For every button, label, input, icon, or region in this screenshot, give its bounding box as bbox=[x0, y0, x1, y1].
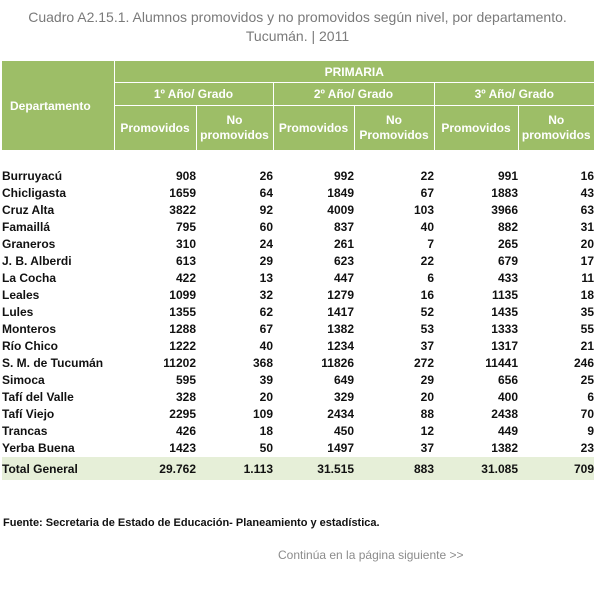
total-row bbox=[2, 457, 594, 481]
table-cell: 1135 bbox=[491, 287, 518, 302]
table-row bbox=[2, 286, 594, 303]
table-cell: 12 bbox=[420, 423, 434, 438]
table-cell: 1279 bbox=[327, 287, 354, 302]
table-cell: 1417 bbox=[327, 304, 354, 319]
table-cell: 329 bbox=[333, 389, 354, 404]
table-cell: 882 bbox=[497, 219, 518, 234]
table-cell: 1435 bbox=[491, 304, 518, 319]
table-cell: 1382 bbox=[327, 321, 354, 336]
table-row bbox=[2, 439, 594, 457]
table-cell: 37 bbox=[420, 338, 434, 353]
table-cell: 246 bbox=[574, 355, 595, 370]
table-cell: 991 bbox=[497, 168, 518, 183]
table-cell: 92 bbox=[259, 202, 273, 217]
column-header-promovidos: Promovidos bbox=[434, 106, 518, 151]
table-row bbox=[2, 201, 594, 218]
row-label: Tafí del Valle bbox=[2, 389, 74, 404]
table-cell: 328 bbox=[175, 389, 196, 404]
table-cell: 13 bbox=[259, 270, 273, 285]
table-cell: 1222 bbox=[169, 338, 196, 353]
table-cell: 310 bbox=[175, 236, 196, 251]
table-cell: 11441 bbox=[485, 355, 518, 370]
table-cell: 31.515 bbox=[273, 457, 354, 481]
table-cell: 1099 bbox=[169, 287, 196, 302]
row-label: Cruz Alta bbox=[2, 202, 55, 217]
table-cell: 368 bbox=[252, 355, 273, 370]
table-cell: 7 bbox=[427, 236, 434, 251]
row-label: Yerba Buena bbox=[2, 440, 75, 455]
table-cell: 21 bbox=[580, 338, 595, 353]
table-cell: 43 bbox=[580, 185, 595, 200]
table-cell: 4009 bbox=[327, 202, 354, 217]
source-note: Fuente: Secretaria de Estado de Educación- Planeamiento y estadística. bbox=[3, 517, 380, 529]
column-header-promovidos: Promovidos bbox=[273, 106, 354, 151]
table-cell: 449 bbox=[497, 423, 518, 438]
table-row bbox=[2, 269, 594, 286]
table-cell: 261 bbox=[333, 236, 354, 251]
table-cell: 32 bbox=[259, 287, 273, 302]
table-cell: 29 bbox=[420, 372, 434, 387]
table-cell: 23 bbox=[580, 440, 595, 455]
table-cell: 25 bbox=[580, 372, 595, 387]
table-row bbox=[2, 184, 594, 201]
table-cell: 433 bbox=[497, 270, 518, 285]
table-cell: 88 bbox=[420, 406, 434, 421]
table-cell: 992 bbox=[333, 168, 354, 183]
column-header-no-promovidos: No promovidos bbox=[196, 106, 273, 151]
table-cell: 18 bbox=[259, 423, 273, 438]
table-cell: 64 bbox=[259, 185, 273, 200]
table-title bbox=[0, 8, 595, 46]
table-cell: 3966 bbox=[491, 202, 518, 217]
table-cell: 1423 bbox=[169, 440, 196, 455]
table-cell: 6 bbox=[587, 389, 595, 404]
table-cell: 29 bbox=[259, 253, 273, 268]
table-cell: 22 bbox=[420, 168, 434, 183]
table-row bbox=[2, 235, 594, 252]
column-group-1-grado: 1º Año/ Grado bbox=[114, 83, 273, 106]
table-cell: 1.113 bbox=[196, 457, 273, 481]
table-cell: 16 bbox=[420, 287, 434, 302]
table-cell: 31.085 bbox=[434, 457, 518, 481]
row-label: Leales bbox=[2, 287, 40, 302]
column-header-promovidos: Promovidos bbox=[114, 106, 196, 151]
table-cell: 908 bbox=[175, 168, 196, 183]
table-cell: 883 bbox=[354, 457, 434, 481]
table-cell: 11826 bbox=[321, 355, 354, 370]
table-cell: 623 bbox=[333, 253, 354, 268]
table-row bbox=[2, 303, 594, 320]
table-row bbox=[2, 405, 594, 422]
table-cell: 29.762 bbox=[114, 457, 196, 481]
table-row bbox=[2, 252, 594, 269]
table-cell: 1355 bbox=[169, 304, 196, 319]
table-cell: 62 bbox=[259, 304, 273, 319]
table-cell: 709 bbox=[518, 457, 594, 481]
data-table bbox=[2, 61, 594, 480]
table-cell: 2434 bbox=[327, 406, 354, 421]
table-cell: 24 bbox=[259, 236, 273, 251]
row-label: Trancas bbox=[2, 423, 48, 438]
column-header-primaria: PRIMARIA bbox=[114, 61, 594, 83]
row-label: Monteros bbox=[2, 321, 56, 336]
table-row bbox=[2, 167, 594, 184]
table-cell: 426 bbox=[175, 423, 196, 438]
table-cell: 55 bbox=[580, 321, 595, 336]
table-cell: 40 bbox=[420, 219, 434, 234]
table-cell: 22 bbox=[420, 253, 434, 268]
table-cell: 9 bbox=[587, 423, 595, 438]
table-cell: 1659 bbox=[169, 185, 196, 200]
table-cell: 35 bbox=[580, 304, 595, 319]
table-cell: 63 bbox=[580, 202, 595, 217]
table-cell: 60 bbox=[259, 219, 273, 234]
table-cell: 53 bbox=[420, 321, 434, 336]
next-page-link[interactable]: Continúa en la página siguiente >> bbox=[278, 548, 464, 562]
table-cell: 1382 bbox=[491, 440, 518, 455]
table-cell: 1883 bbox=[491, 185, 518, 200]
table-cell: 20 bbox=[259, 389, 273, 404]
table-cell: 595 bbox=[175, 372, 196, 387]
table-row bbox=[2, 337, 594, 354]
title-line-2: Tucumán. | 2011 bbox=[245, 28, 350, 44]
row-label: Lules bbox=[2, 304, 34, 319]
table-cell: 1234 bbox=[327, 338, 354, 353]
column-group-3-grado: 3º Año/ Grado bbox=[434, 83, 594, 106]
row-label: J. B. Alberdi bbox=[2, 253, 72, 268]
table-cell: 39 bbox=[259, 372, 273, 387]
table-cell: 400 bbox=[497, 389, 518, 404]
row-label: Famaillá bbox=[2, 219, 51, 234]
table-cell: 20 bbox=[420, 389, 434, 404]
table-row bbox=[2, 388, 594, 405]
table-cell: 837 bbox=[333, 219, 354, 234]
row-label: Chicligasta bbox=[2, 185, 67, 200]
table-cell: 6 bbox=[427, 270, 434, 285]
table-row bbox=[2, 354, 594, 371]
table-cell: 103 bbox=[413, 202, 434, 217]
row-label: S. M. de Tucumán bbox=[2, 355, 104, 370]
table-cell: 3822 bbox=[169, 202, 196, 217]
row-label: Tafí Viejo bbox=[2, 406, 55, 421]
table-row bbox=[2, 218, 594, 235]
table-row bbox=[2, 371, 594, 388]
table-cell: 649 bbox=[333, 372, 354, 387]
table-cell: 1288 bbox=[169, 321, 196, 336]
row-label: Río Chico bbox=[2, 338, 58, 353]
table-cell: 37 bbox=[420, 440, 434, 455]
column-group-2-grado: 2º Año/ Grado bbox=[273, 83, 434, 106]
row-label: Total General bbox=[2, 457, 114, 481]
column-header-no-promovidos: No Promovidos bbox=[354, 106, 434, 151]
table-cell: 70 bbox=[580, 406, 595, 421]
table-cell: 447 bbox=[333, 270, 354, 285]
table-cell: 1317 bbox=[491, 338, 518, 353]
table-cell: 31 bbox=[580, 219, 595, 234]
column-header-departamento: Departamento bbox=[2, 61, 114, 150]
column-header-no-promovidos: No promovidos bbox=[518, 106, 594, 151]
table-cell: 11 bbox=[581, 270, 595, 285]
table-cell: 16 bbox=[580, 168, 595, 183]
table-cell: 18 bbox=[580, 287, 595, 302]
table-cell: 109 bbox=[252, 406, 273, 421]
table-cell: 613 bbox=[175, 253, 196, 268]
table-cell: 67 bbox=[259, 321, 273, 336]
table-cell: 52 bbox=[420, 304, 434, 319]
table-cell: 656 bbox=[497, 372, 518, 387]
title-line-1: Cuadro A2.15.1. Alumnos promovidos y no promovidos según nivel, por departamento. bbox=[28, 9, 567, 25]
table-cell: 26 bbox=[259, 168, 273, 183]
table-cell: 1497 bbox=[327, 440, 354, 455]
table-cell: 422 bbox=[175, 270, 196, 285]
table-cell: 2438 bbox=[491, 406, 518, 421]
table-cell: 265 bbox=[497, 236, 518, 251]
table-cell: 40 bbox=[259, 338, 273, 353]
table-cell: 679 bbox=[497, 253, 518, 268]
row-label: Burruyacú bbox=[2, 168, 63, 183]
table-cell: 272 bbox=[413, 355, 434, 370]
table-cell: 11202 bbox=[163, 355, 196, 370]
table-cell: 2295 bbox=[169, 406, 196, 421]
table-cell: 1849 bbox=[327, 185, 354, 200]
table-cell: 67 bbox=[420, 185, 434, 200]
table-cell: 795 bbox=[175, 219, 196, 234]
table-cell: 1333 bbox=[491, 321, 518, 336]
table-cell: 450 bbox=[333, 423, 354, 438]
row-label: Graneros bbox=[2, 236, 56, 251]
table-row bbox=[2, 320, 594, 337]
table-cell: 20 bbox=[580, 236, 595, 251]
row-label: La Cocha bbox=[2, 270, 57, 285]
table-row bbox=[2, 422, 594, 439]
row-label: Simoca bbox=[2, 372, 45, 387]
table-cell: 17 bbox=[580, 253, 595, 268]
table-cell: 50 bbox=[259, 440, 273, 455]
